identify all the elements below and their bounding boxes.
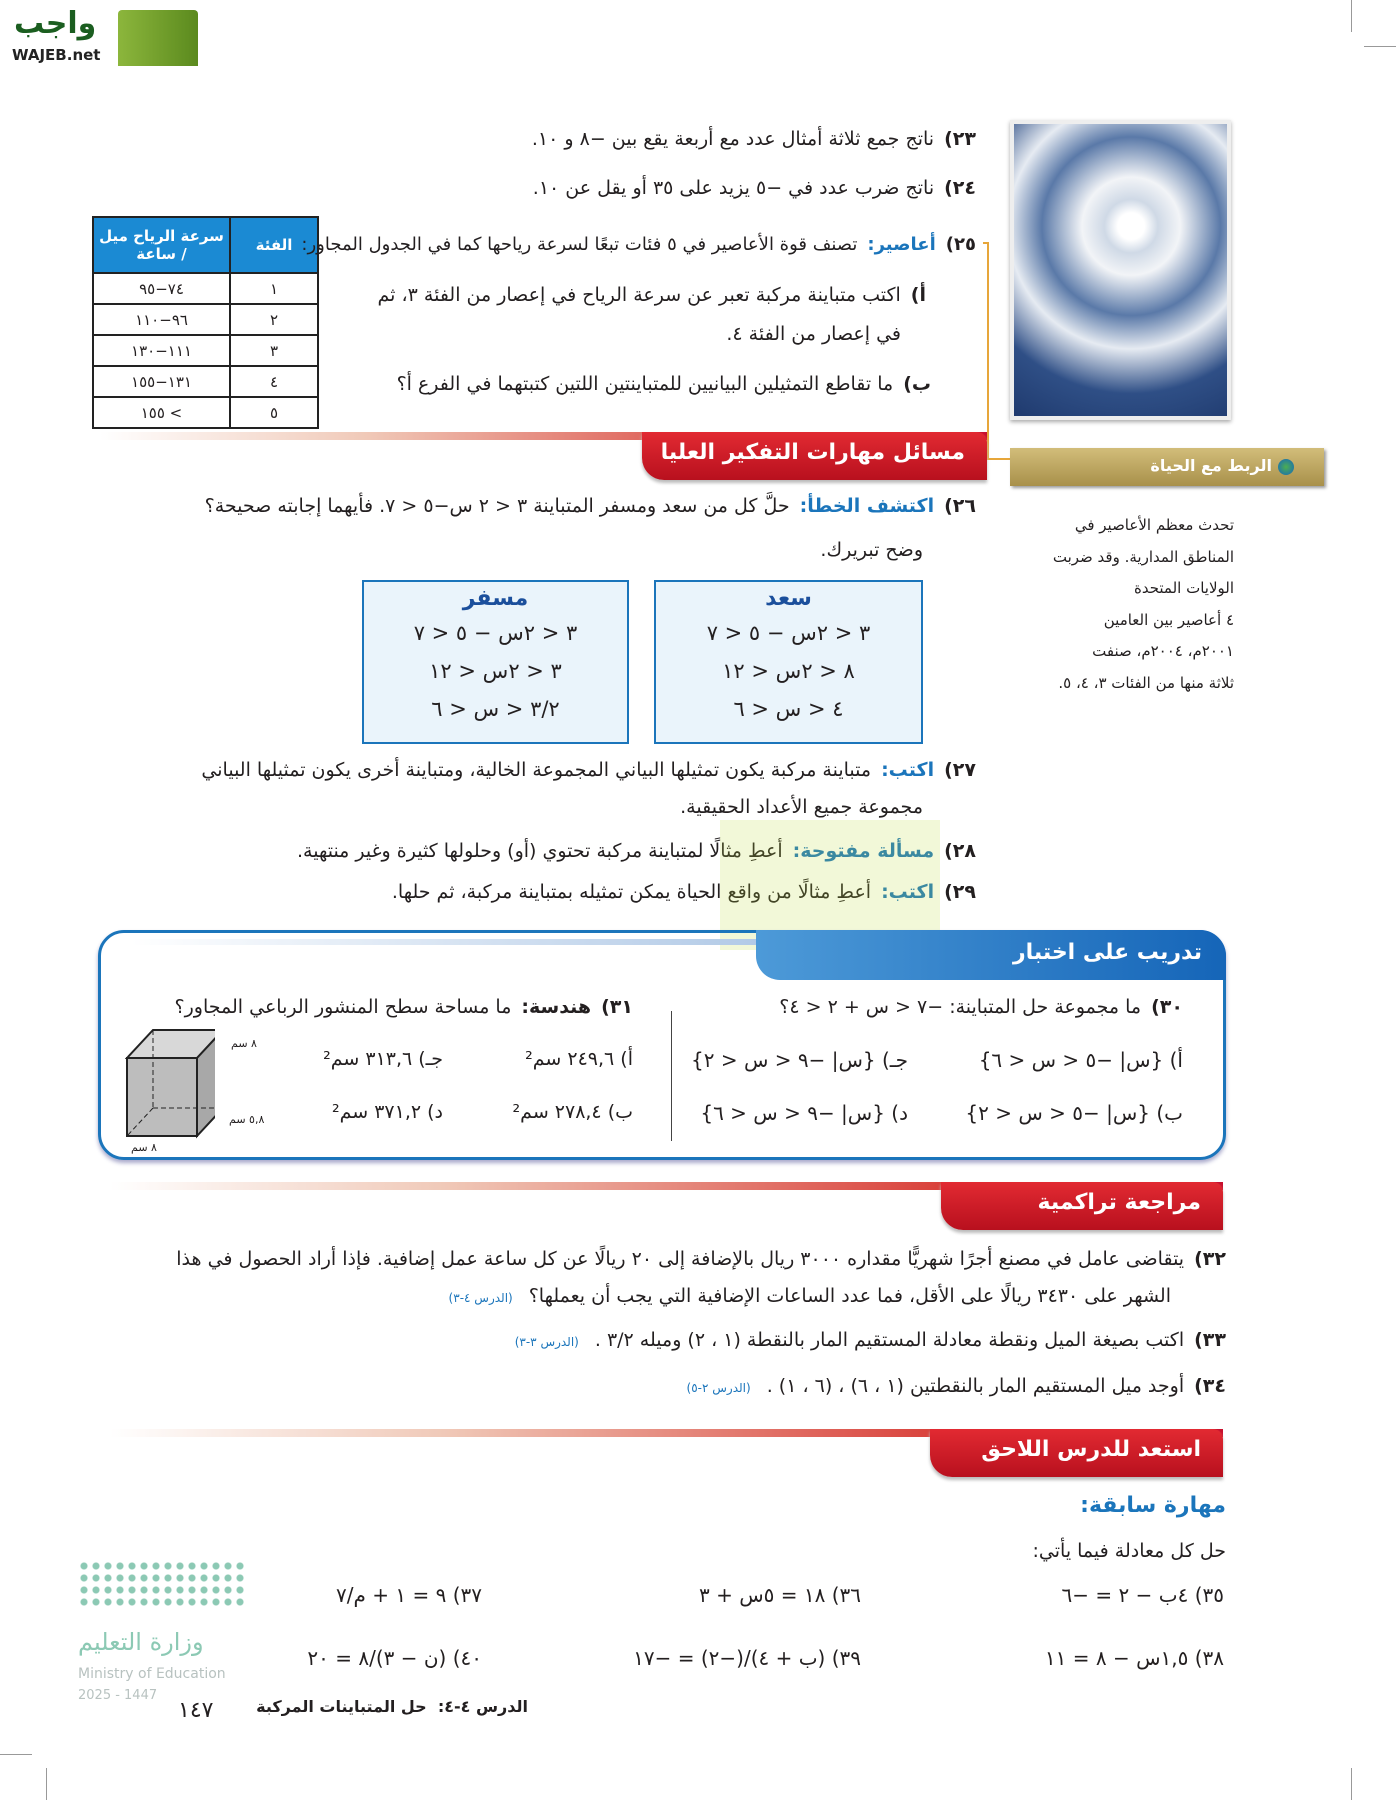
equation-37: ٣٧) ٩ = ١ + م/٧ xyxy=(336,1583,482,1607)
option-a[interactable]: أ) ٢٤٩,٦ سم² xyxy=(525,1048,633,1070)
question-text: ناتج ضرب عدد في −٥ يزيد على ٣٥ أو يقل عن ١٠. xyxy=(532,177,935,199)
lesson-reference[interactable]: (الدرس ٣-٣) xyxy=(514,1335,579,1349)
divider xyxy=(671,1011,672,1141)
question-text: ما تقاطع التمثيلين البيانيين للمتباينتين اللتين كتبتهما في الفرع أ؟ xyxy=(396,373,894,395)
mesfer-solution-box xyxy=(362,580,629,744)
life-connection-header xyxy=(1010,448,1324,486)
question-keyword: أعاصير: xyxy=(867,234,936,255)
equation-35: ٣٥) ٤ب − ٢ = −٦ xyxy=(1061,1583,1224,1607)
question-text: تصنف قوة الأعاصير في ٥ فئات تبعًا لسرعة رياحها كما في الجدول المجاور: xyxy=(301,234,858,255)
table-cell: > ١٥٥ xyxy=(93,397,230,428)
life-text-line: ٤ أعاصير بين العامين xyxy=(1103,610,1234,629)
option-d[interactable]: د) ٣٧١,٢ سم² xyxy=(331,1101,443,1123)
saad-solution-box xyxy=(654,580,923,744)
question-number: ٣٠) xyxy=(1151,996,1183,1018)
logo-arabic: واجب xyxy=(14,6,97,41)
question-number: ٢٦) xyxy=(944,495,976,517)
crop-mark xyxy=(46,1768,47,1800)
question-34 xyxy=(687,1374,1226,1399)
footer-title: حل المتباينات المركبة xyxy=(256,1697,427,1716)
question-25 xyxy=(301,233,976,256)
page-number: ١٤٧ xyxy=(178,1698,214,1723)
footer-lesson: الدرس ٤-٤: xyxy=(437,1697,528,1716)
question-number: ٢٨) xyxy=(944,840,976,862)
test-practice-box xyxy=(98,930,1226,1160)
question-text: اكتب بصيغة الميل ونقطة معادلة المستقيم المار بالنقطة (١ ، ٢) وميله ٣/٢ . xyxy=(594,1329,1185,1351)
life-text-line: المناطق المدارية. وقد ضربت xyxy=(1052,547,1234,566)
question-27 xyxy=(201,758,976,783)
equation-36: ٣٦) ١٨ = ٥س + ٣ xyxy=(698,1583,861,1607)
table-row xyxy=(93,273,318,304)
solution-step: ٣ < ٢س < ١٢ xyxy=(429,659,562,683)
question-text: أوجد ميل المستقيم المار بالنقطتين (١ ، ٦) ، (٦ ، ١) . xyxy=(766,1375,1185,1397)
test-practice-title: تدريب على اختبار xyxy=(756,930,1226,980)
crop-mark xyxy=(0,1754,32,1755)
solution-step: ٣ < ٢س − ٥ < ٧ xyxy=(413,621,578,645)
question-keyword: اكتب: xyxy=(881,881,935,903)
option-d[interactable]: د) {س| −٩ < س < ٦} xyxy=(700,1101,908,1125)
question-text: متباينة مركبة يكون تمثيلها البياني المجموعة الخالية، ومتباينة أخرى يكون تمثيلها البياني xyxy=(201,759,872,781)
ministry-logo xyxy=(78,1560,248,1705)
table-cell: ٤ xyxy=(230,366,318,397)
life-text-line: تحدث معظم الأعاصير في xyxy=(1074,516,1234,534)
dimension-width: ٨ سم xyxy=(131,1141,157,1154)
question-33 xyxy=(515,1328,1226,1353)
prepare-banner-title: استعد للدرس اللاحق xyxy=(930,1429,1223,1477)
life-connection-text xyxy=(1020,510,1234,699)
equation-39: ٣٩) (ب + ٤)/(−٢) = −١٧ xyxy=(633,1646,861,1670)
solution-step: ٣ < ٢س − ٥ < ٧ xyxy=(706,621,871,645)
hurricane-satellite-image xyxy=(1010,120,1231,420)
question-24 xyxy=(533,176,976,201)
question-text: ما مساحة سطح المنشور الرباعي المجاور؟ xyxy=(174,996,512,1018)
table-cell: ٩٦−١١٠ xyxy=(93,304,230,335)
lesson-reference[interactable]: (الدرس ٢-٥) xyxy=(686,1381,751,1395)
bracket-line xyxy=(987,458,1011,460)
wajeb-logo xyxy=(10,6,190,68)
question-25a xyxy=(378,283,926,308)
option-c[interactable]: جـ) ٣١٣,٦ سم² xyxy=(323,1048,443,1070)
table-cell: ٢ xyxy=(230,304,318,335)
ministry-dots-icon xyxy=(78,1560,246,1610)
book-icon xyxy=(118,10,198,66)
crop-mark xyxy=(1351,1768,1352,1800)
rectangular-prism-figure xyxy=(125,1028,215,1140)
question-text: يتقاضى عامل في مصنع أجرًا شهريًّا مقداره ٣٠٠٠ ريال بالإضافة إلى ٢٠ ريالًا عن كل ساعة عمل إضافية. فإذا أراد الحصول في هذا xyxy=(176,1248,1185,1270)
ministry-arabic: وزارة التعليم xyxy=(78,1628,204,1656)
question-26-line2: وضح تبريرك. xyxy=(820,539,923,561)
table-row xyxy=(93,304,318,335)
lesson-reference[interactable]: (الدرس ٤-٣) xyxy=(448,1291,513,1305)
logo-latin: WAJEB.net xyxy=(12,46,101,64)
question-25a-line2: في إعصار من الفئة ٤. xyxy=(726,323,901,345)
solver-name: مسفر xyxy=(462,586,529,611)
crop-mark xyxy=(1351,0,1352,32)
life-text-line: ٢٠٠١م، ٢٠٠٤م، صنفت xyxy=(1092,642,1234,660)
banner-line xyxy=(131,939,831,945)
bracket-line xyxy=(983,242,989,460)
solution-step: ٣/٢ < س < ٦ xyxy=(431,697,560,721)
question-keyword: اكتشف الخطأ: xyxy=(799,495,935,517)
life-text-line: الولايات المتحدة xyxy=(1133,579,1234,597)
dimension-height: ٨ سم xyxy=(231,1037,257,1050)
life-connection-title: الربط مع الحياة xyxy=(1150,456,1272,475)
question-number: ٢٤) xyxy=(944,177,976,199)
table-header: سرعة الرياح ميل / ساعة xyxy=(93,217,230,273)
table-cell: ٣ xyxy=(230,335,318,366)
ministry-year: 2025 - 1447 xyxy=(78,1688,158,1703)
hots-banner-title: مسائل مهارات التفكير العليا xyxy=(642,432,987,480)
table-row xyxy=(93,335,318,366)
table-row xyxy=(93,397,318,428)
question-number: ٣١) xyxy=(601,996,633,1018)
option-c[interactable]: جـ) {س| −٩ < س < ٢} xyxy=(691,1048,908,1072)
prior-skill-instruction: حل كل معادلة فيما يأتي: xyxy=(1032,1540,1226,1562)
wind-speed-table xyxy=(92,216,319,429)
solution-step: ٨ < ٢س < ١٢ xyxy=(722,659,855,683)
solver-name: سعد xyxy=(765,586,812,611)
table-cell: ٥ xyxy=(230,397,318,428)
question-text: الشهر على ٣٤٣٠ ريالًا على الأقل، فما عدد الساعات الإضافية التي يجب أن يعملها؟ xyxy=(528,1285,1171,1307)
question-25b xyxy=(397,372,931,397)
option-b[interactable]: ب) ٢٧٨,٤ سم² xyxy=(512,1101,633,1123)
question-26 xyxy=(205,494,976,519)
ministry-english: Ministry of Education xyxy=(78,1666,226,1682)
question-number: ٣٢) xyxy=(1194,1248,1226,1270)
table-header: الفئة xyxy=(230,217,318,273)
table-cell: ١٣١−١٥٥ xyxy=(93,366,230,397)
question-text: أعطِ مثالًا من واقع الحياة يمكن تمثيله بمتباينة مركبة، ثم حلها. xyxy=(391,881,872,903)
equation-40: ٤٠) (ن − ٣)/٨ = ٢٠ xyxy=(307,1646,482,1670)
question-23 xyxy=(532,127,976,152)
question-text: حلَّ كل من سعد ومسفر المتباينة ٣ < ٢ س−٥ < ٧. فأيهما إجابته صحيحة؟ xyxy=(204,495,790,517)
question-27-line2: مجموعة جميع الأعداد الحقيقية. xyxy=(680,796,923,818)
review-banner xyxy=(110,1182,1223,1230)
hots-banner xyxy=(100,432,987,480)
question-text: أعطِ مثالًا لمتباينة مركبة تحتوي (أو) وحلولها كثيرة وغير منتهية. xyxy=(297,840,783,862)
question-32-line2 xyxy=(449,1284,1171,1309)
globe-icon xyxy=(1278,459,1294,475)
question-number: ٢٧) xyxy=(944,759,976,781)
part-label: أ) xyxy=(910,284,926,306)
question-32 xyxy=(176,1247,1226,1272)
part-label: ب) xyxy=(903,373,931,395)
question-number: ٣٣) xyxy=(1194,1329,1226,1351)
review-banner-title: مراجعة تراكمية xyxy=(941,1182,1223,1230)
option-b[interactable]: ب) {س| −٥ < س < ٢} xyxy=(965,1101,1183,1125)
question-keyword: مسألة مفتوحة: xyxy=(792,840,935,862)
question-text: ناتج جمع ثلاثة أمثال عدد مع أربعة يقع بين −٨ و ١٠. xyxy=(531,128,935,150)
table-cell: ١ xyxy=(230,273,318,304)
option-a[interactable]: أ) {س| −٥ < س < ٦} xyxy=(978,1048,1183,1072)
table-row xyxy=(93,366,318,397)
question-keyword: هندسة: xyxy=(521,996,592,1018)
solution-step: ٤ < س < ٦ xyxy=(733,697,844,721)
question-number: ٢٥) xyxy=(945,234,976,255)
prepare-banner xyxy=(110,1429,1223,1477)
question-number: ٢٩) xyxy=(944,881,976,903)
crop-mark xyxy=(1364,46,1396,47)
equation-38: ٣٨) ١,٥س − ٨ = ١١ xyxy=(1044,1646,1224,1670)
question-30 xyxy=(779,995,1183,1020)
life-text-line: ثلاثة منها من الفئات ٣، ٤، ٥. xyxy=(1058,673,1234,692)
prior-skill-title: مهارة سابقة: xyxy=(1080,1493,1226,1518)
table-cell: ١١١−١٣٠ xyxy=(93,335,230,366)
dimension-depth: ٥,٨ سم xyxy=(229,1113,265,1126)
question-text: ما مجموعة حل المتباينة: −٧ < س + ٢ < ٤؟ xyxy=(779,996,1142,1018)
table-cell: ٧٤−٩٥ xyxy=(93,273,230,304)
question-number: ٣٤) xyxy=(1194,1375,1226,1397)
question-number: ٢٣) xyxy=(944,128,976,150)
question-31 xyxy=(175,995,633,1020)
footer xyxy=(256,1697,528,1716)
question-text: اكتب متباينة مركبة تعبر عن سرعة الرياح في إعصار من الفئة ٣، ثم xyxy=(377,284,901,306)
question-keyword: اكتب: xyxy=(881,759,935,781)
